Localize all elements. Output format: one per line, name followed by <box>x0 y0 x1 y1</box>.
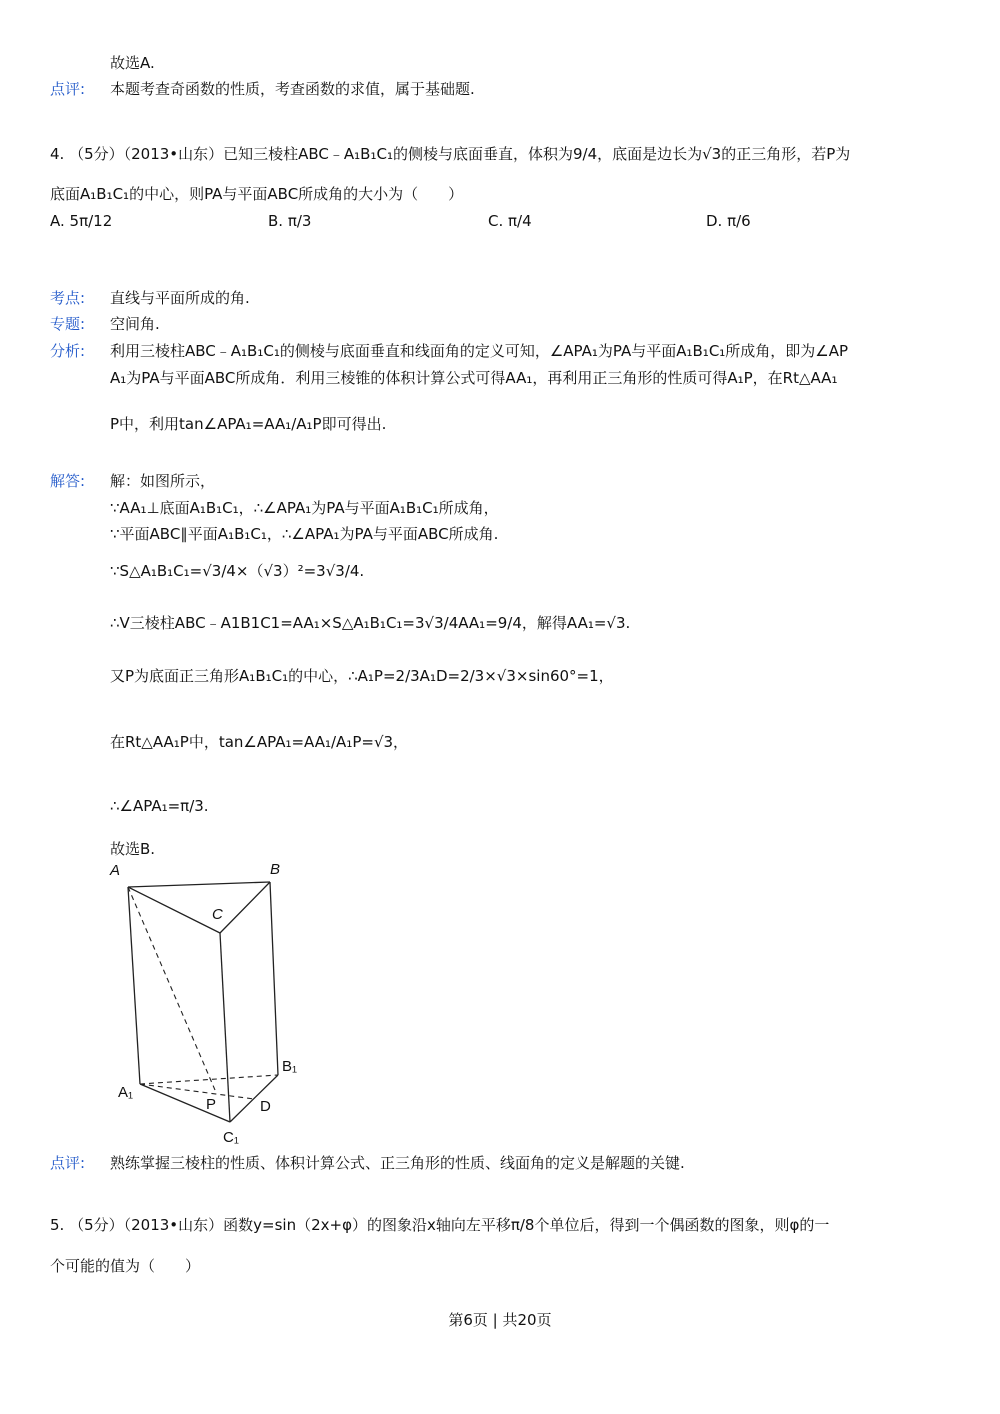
page-footer: 第6页 | 共20页 <box>448 1311 552 1329</box>
q4-option-c: C. π/4 <box>488 212 532 230</box>
q5-line1: 5. （5分）（2013•山东）函数y=sin（2x+φ）的图象沿x轴向左平移π/8个单位后，得到一个偶函数的图象，则φ的一 <box>50 1216 830 1234</box>
solution-line-7: 在Rt△AA₁P中，tan∠APA₁=AA₁/A₁P=√3， <box>110 733 409 751</box>
q4-option-a: A. 5π/12 <box>50 212 113 230</box>
fenxi-line1: 利用三棱柱ABC﹣A₁B₁C₁的侧棱与底面垂直和线面角的定义可知，∠APA₁为PA与平面A₁B₁C₁所成角，即为∠AP <box>110 342 849 360</box>
prev-review-label: 点评: <box>50 80 86 98</box>
solution-line-8: ∴∠APA₁=π/3. <box>110 797 209 815</box>
jieda-label: 解答: <box>50 472 86 490</box>
q5-line2: 个可能的值为（ ） <box>50 1257 201 1275</box>
solution-line-9: 故选B. <box>110 840 156 858</box>
edge-bb1 <box>270 882 278 1075</box>
label-b1: B₁ <box>282 1058 298 1075</box>
q4-option-b: B. π/3 <box>268 212 312 230</box>
zhuanti-label: 专题: <box>50 315 86 333</box>
label-a: A <box>110 862 121 879</box>
fenxi-label: 分析: <box>50 342 86 360</box>
q4-option-d: D. π/6 <box>706 212 751 230</box>
q4-review-label: 点评: <box>50 1154 86 1172</box>
solution-line-3: ∵平面ABC∥平面A₁B₁C₁，∴∠APA₁为PA与平面ABC所成角. <box>110 525 499 543</box>
zhuanti-text: 空间角. <box>110 315 160 333</box>
label-c1: C₁ <box>223 1129 239 1146</box>
label-b: B <box>270 861 281 878</box>
q4-header: 4. （5分）（2013•山东）已知三棱柱ABC﹣A₁B₁C₁的侧棱与底面垂直，体积为9/4，底面是边长为√3的正三角形，若P为 <box>50 145 851 163</box>
prev-conclusion: 故选A. <box>110 54 155 72</box>
segment-ap <box>128 887 215 1090</box>
label-c: C <box>212 906 223 923</box>
edge-cc1 <box>220 933 230 1122</box>
solution-line-2: ∵AA₁⊥底面A₁B₁C₁，∴∠APA₁为PA与平面A₁B₁C₁所成角， <box>110 499 499 517</box>
fenxi-line3: P中，利用tan∠APA₁=AA₁/A₁P即可得出. <box>110 415 387 433</box>
solution-line-5: ∴V三棱柱ABC﹣A1B1C1=AA₁×S△A₁B₁C₁=3√3/4AA₁=9/4，解得AA₁=√3. <box>110 614 631 632</box>
q4-line2: 底面A₁B₁C₁的中心，则PA与平面ABC所成角的大小为（ ） <box>50 185 464 203</box>
kaodian-text: 直线与平面所成的角. <box>110 289 250 307</box>
edge-aa1 <box>128 887 140 1084</box>
kaodian-label: 考点: <box>50 289 86 307</box>
solution-line-4: ∵S△A₁B₁C₁=√3/4×（√3）²=3√3/4. <box>110 562 365 580</box>
solution-line-6: 又P为底面正三角形A₁B₁C₁的中心，∴A₁P=2/3A₁D=2/3×√3×sin60°=1， <box>110 667 614 685</box>
q4-review-text: 熟练掌握三棱柱的性质、体积计算公式、正三角形的性质、线面角的定义是解题的关键. <box>110 1154 685 1172</box>
edge-ab <box>128 882 270 887</box>
edge-ac <box>128 887 220 933</box>
label-a1: A₁ <box>118 1084 134 1101</box>
edge-bc <box>220 882 270 933</box>
label-p: P <box>206 1096 217 1113</box>
prism-diagram <box>100 855 340 1155</box>
label-d: D <box>260 1098 271 1115</box>
solution-line-1: 解：如图所示， <box>110 472 216 490</box>
fenxi-line2: A₁为PA与平面ABC所成角．利用三棱锥的体积计算公式可得AA₁，再利用正三角形的性质可得A₁P，在Rt△AA₁ <box>110 369 838 387</box>
edge-a1b1-hidden <box>140 1075 278 1084</box>
prev-review-text: 本题考查奇函数的性质，考查函数的求值，属于基础题. <box>110 80 475 98</box>
